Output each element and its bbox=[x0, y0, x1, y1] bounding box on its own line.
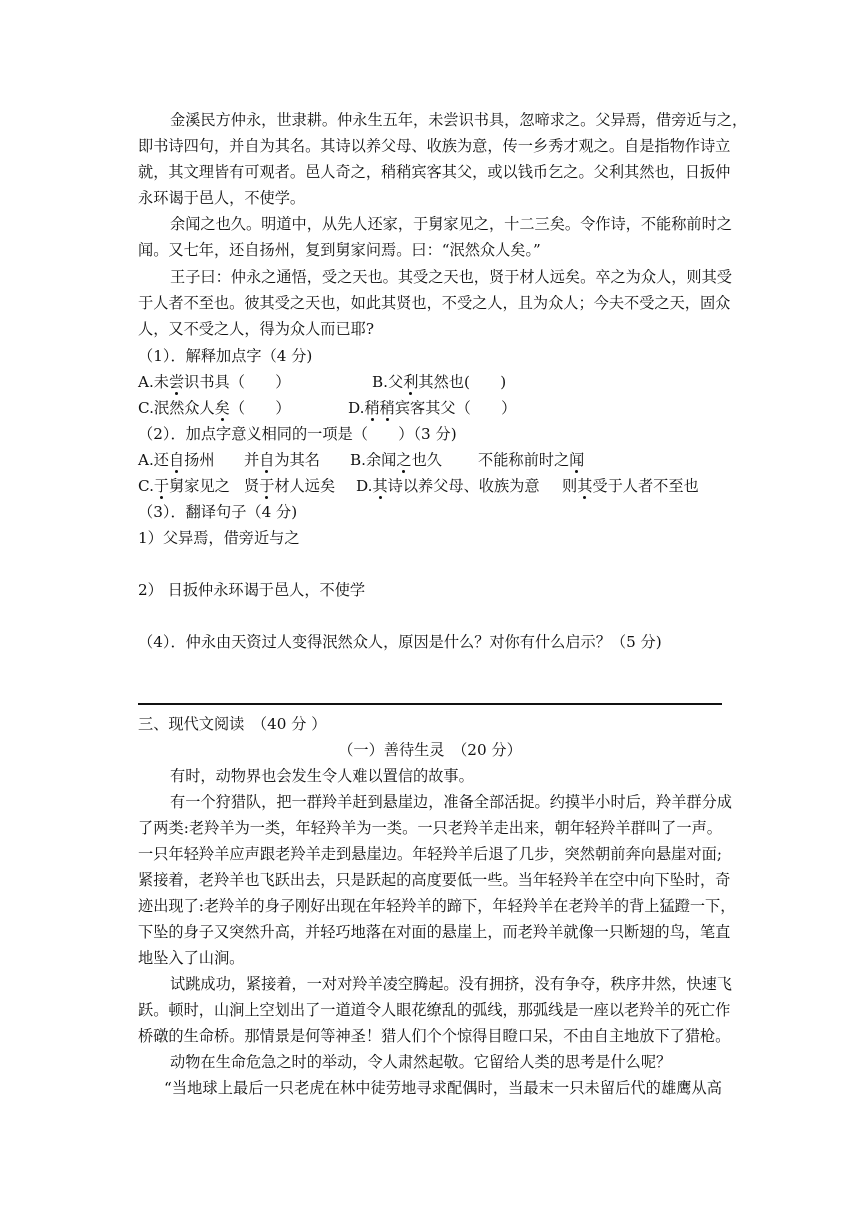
question-2-option-c-pair: 贤于材人远矣 bbox=[244, 477, 336, 495]
modern-passage-line: 试跳成功，紧接着，一对对羚羊凌空腾起。没有拥挤，没有争夺，秩序井然，快速飞 bbox=[170, 975, 732, 993]
modern-passage-line: 了两类:老羚羊为一类，年轻羚羊为一类。一只老羚羊走出来，朝年轻羚羊群叫了一声。 bbox=[138, 819, 722, 837]
question-2-option-b-pair: 不能称前时之闻 bbox=[478, 451, 585, 469]
modern-passage-line: 下坠的身子又突然升高，并轻巧地落在对面的悬崖上，而老羚羊就像一只断翅的鸟，笔直 bbox=[138, 923, 731, 941]
section-3-heading: 三、现代文阅读 （40 分 ） bbox=[138, 715, 327, 733]
question-1-option-b: B.父利其然也( ) bbox=[372, 373, 507, 391]
passage-line: 于人者不至也。彼其受之天也，如此其贤也，不受之人，且为众人；今夫不受之天，固众 bbox=[138, 294, 731, 312]
modern-passage-line: 跃。顿时，山涧上空划出了一道道令人眼花缭乱的弧线，那弧线是一座以老羚羊的死亡作 bbox=[138, 1001, 731, 1019]
question-3-sentence-2: 2） 日扳仲永环谒于邑人，不使学 bbox=[138, 581, 366, 599]
question-1-option-c: C.泯然众人矣（ ） bbox=[138, 399, 291, 417]
question-2-option-b: B.余闻之也久 bbox=[350, 451, 442, 469]
passage-line: 金溪民方仲永，世隶耕。仲永生五年，未尝识书具，忽啼求之。父异焉，借旁近与之， bbox=[170, 111, 748, 129]
passage-line: 人，又不受之人，得为众人而已耶? bbox=[138, 320, 374, 338]
question-4: （4）．仲永由天资过人变得泯然众人，原因是什么？对你有什么启示？（5 分) bbox=[138, 633, 662, 651]
passage-line: 闻。又七年，还自扬州，复到舅家问焉。曰：“泯然众人矣。” bbox=[138, 241, 541, 259]
question-2-title: （2）．加点字意义相同的一项是（ ）（3 分) bbox=[138, 425, 457, 443]
question-2-option-a-pair: 并自为其名 bbox=[244, 451, 320, 469]
passage-line: 王子曰：仲永之通悟，受之天也。其受之天也，贤于材人远矣。卒之为众人，则其受 bbox=[170, 268, 732, 286]
passage-line: 就，其文理皆有可观者。邑人奇之，稍稍宾客其父，或以钱币乞之。父利其然也，日扳仲 bbox=[138, 163, 731, 181]
question-3-title: （3）．翻译句子（4 分) bbox=[138, 503, 298, 521]
question-2-option-a: A.还自扬州 bbox=[138, 451, 215, 469]
modern-passage-line: 地坠入了山涧。 bbox=[138, 949, 245, 967]
modern-passage-line: 迹出现了:老羚羊的身子刚好出现在年轻羚羊的蹄下，年轻羚羊在老羚羊的背上猛蹬一下， bbox=[138, 897, 736, 915]
question-1-option-d: D.稍稍宾客其父（ ） bbox=[348, 399, 517, 417]
modern-passage-line: 桥礅的生命桥。那情景是何等神圣！猎人们个个惊得目瞪口呆，不由自主地放下了猎枪。 bbox=[138, 1027, 731, 1045]
passage-line: 即书诗四句，并自为其名。其诗以养父母、收族为意，传一乡秀才观之。自是指物作诗立 bbox=[138, 137, 731, 155]
modern-passage-line: 动物在生命危急之时的举动，令人肃然起敬。它留给人类的思考是什么呢？ bbox=[170, 1053, 672, 1071]
question-2-option-c: C.于舅家见之 bbox=[138, 477, 230, 495]
subsection-1-heading: （一）善待生灵 （20 分） bbox=[338, 741, 522, 759]
section-divider bbox=[138, 703, 722, 705]
modern-passage-line: 有时，动物界也会发生令人难以置信的故事。 bbox=[170, 767, 474, 785]
question-2-option-d: D.其诗以养父母、收族为意 bbox=[356, 477, 540, 495]
passage-line: 余闻之也久。明道中，从先人还家，于舅家见之，十二三矣。令作诗，不能称前时之 bbox=[170, 215, 732, 233]
question-1-title: （1）．解释加点字（4 分) bbox=[138, 347, 313, 365]
question-2-option-d-pair: 则其受于人者不至也 bbox=[562, 477, 699, 495]
modern-passage-line: 有一个狩猎队，把一群羚羊赶到悬崖边，准备全部活捉。约摸半小时后，羚羊群分成 bbox=[170, 793, 732, 811]
question-3-sentence-1: 1）父异焉，借旁近与之 bbox=[138, 529, 300, 547]
modern-passage-line: 一只年轻羚羊应声跟老羚羊走到悬崖边。年轻羚羊后退了几步，突然朝前奔向悬崖对面; bbox=[138, 845, 722, 863]
modern-passage-line: “当地球上最后一只老虎在林中徒劳地寻求配偶时，当最末一只未留后代的雄鹰从高 bbox=[164, 1079, 722, 1097]
passage-line: 永环谒于邑人，不使学。 bbox=[138, 189, 306, 207]
question-1-option-a: A.未尝识书具（ ） bbox=[138, 373, 291, 391]
modern-passage-line: 紧接着，老羚羊也飞跃出去，只是跃起的高度要低一些。当年轻羚羊在空中向下坠时，奇 bbox=[138, 871, 731, 889]
